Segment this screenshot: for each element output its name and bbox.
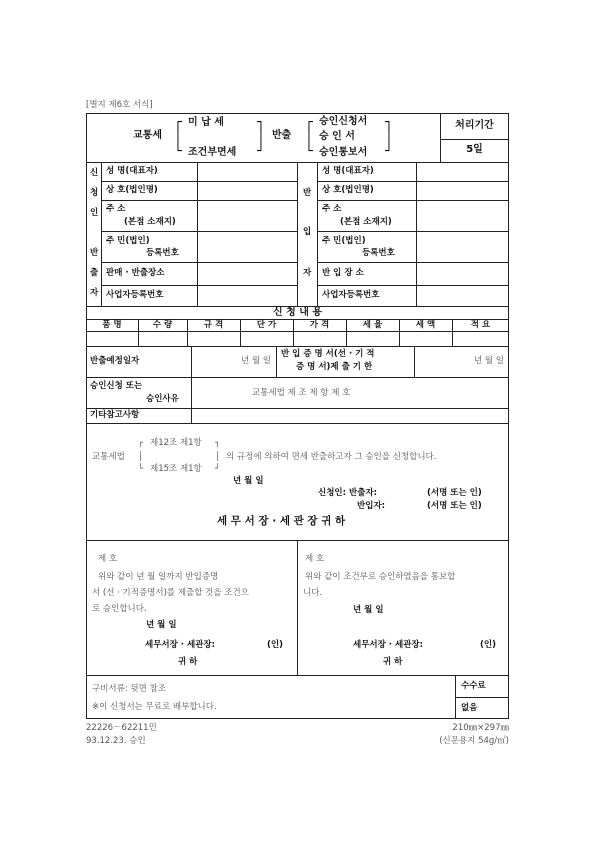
col-tax-amount: 세 액 (415, 320, 436, 330)
processing-period-value: 5일 (466, 144, 483, 155)
approval-right-seal: (인) (480, 640, 496, 650)
approval-left-official: 세무서장 · 세관장: (145, 640, 216, 650)
declaration-text: 의 규정에 의하여 면세 반출하고자 그 승인을 신청합니다. (226, 452, 437, 462)
receiver-address-sublabel: (본점 소재지) (340, 217, 392, 227)
other-label: 기타참고사항 (90, 410, 140, 420)
reason-label-line2: 승인사유 (146, 394, 179, 404)
approval-right-number: 제 호 (305, 554, 325, 564)
applicant-side-char: 자 (90, 288, 99, 298)
approval-right-date: 년 월 일 (353, 605, 384, 615)
applicant-bizno-label: 사업자등록번호 (106, 290, 164, 300)
applicant-name-label: 성 명(대표자) (106, 166, 158, 176)
applicant-side-char: 청 (90, 188, 99, 198)
receiver-side-char: 입 (303, 227, 312, 237)
approval-left-body: 서 (선 · 기적증명서)를 제출할 것을 조건으 (92, 588, 249, 598)
processing-period-label: 처리기간 (455, 120, 494, 131)
applicant-company-label: 상 호(법인명) (106, 185, 158, 195)
approval-left-body: 로 승인합니다. (92, 604, 147, 614)
details-title: 신 청 내 용 (272, 307, 323, 318)
approval-left-date: 년 월 일 (146, 620, 177, 630)
cert-deadline-date: 년 월 일 (473, 356, 504, 366)
col-remarks: 적 요 (470, 320, 491, 330)
doc-option-notice: 승인통보서 (319, 147, 368, 158)
signature-line-1: (서명 또는 인) (427, 488, 482, 498)
col-unit-price: 단 가 (256, 320, 277, 330)
declaration-addressee: 세 무 서 장 · 세 관 장 귀 하 (217, 515, 346, 527)
receiver-company-label: 상 호(법인명) (322, 185, 374, 195)
col-quantity: 수 량 (152, 320, 173, 330)
applicant-address-label: 주 소 (106, 204, 126, 214)
applicant-side-char: 신 (90, 168, 99, 178)
cert-label-line1: 반 입 증 명 서(선 · 기 적 (281, 349, 375, 359)
doc-option-application: 승인신청서 (319, 116, 368, 127)
approval-left-body: 위와 같이 년 월 일까지 반입증명 (98, 572, 219, 582)
fee-value: 없음 (461, 703, 478, 713)
tax-option-unpaid: 미 납 세 (188, 117, 224, 128)
receiver-name-label: 성 명(대표자) (322, 166, 374, 176)
approval-left-seal: (인) (267, 640, 283, 650)
header-prefix: 교통세 (133, 130, 162, 141)
declaration-prefix: 교통세법 (92, 452, 125, 462)
declaration-option-12: 제12조 제1항 (150, 438, 202, 448)
approval-right-body: 니다. (303, 588, 323, 598)
paper-size: 210㎜×297㎜ (452, 723, 509, 733)
approval-date: 93.12.23. 승인 (86, 736, 146, 746)
receiver-id-sublabel: 등록번호 (362, 248, 395, 258)
receiver-label: 반입자: (357, 501, 386, 511)
declaration-date: 년 월 일 (233, 476, 264, 486)
approval-left-number: 제 호 (98, 554, 118, 564)
applicant-side-char: 반 (90, 248, 99, 258)
col-item: 품 명 (102, 320, 122, 330)
receiver-place-label: 반 입 장 소 (322, 268, 364, 278)
applicant-address-sublabel: (본점 소재지) (124, 217, 176, 227)
reason-value: 교통세법 제 조 제 항 제 호 (252, 388, 351, 398)
required-documents: 구비서류: 뒷면 참조 (92, 684, 166, 694)
doc-option-approval: 승 인 서 (319, 131, 355, 142)
schedule-label: 반출예정일자 (90, 356, 140, 366)
receiver-address-label: 주 소 (322, 204, 342, 214)
free-distribution-note: ※이 신청서는 무료로 배부합니다. (92, 702, 217, 712)
schedule-date: 년 월 일 (240, 356, 271, 366)
receiver-side-char: 자 (303, 268, 312, 278)
col-spec: 규 격 (203, 320, 224, 330)
reason-label-line1: 승인신청 또는 (90, 381, 143, 391)
receiver-bizno-label: 사업자등록번호 (322, 290, 380, 300)
approval-right-official: 세무서장 · 세관장: (353, 640, 424, 650)
applicant-place-label: 판매 · 반출장소 (106, 268, 165, 278)
approval-left-addressee: 귀 하 (178, 657, 198, 667)
applicant-side-char: 출 (90, 268, 99, 278)
tax-option-conditional: 조건부면세 (188, 147, 237, 158)
receiver-side-char: 반 (303, 188, 312, 198)
signature-line-2: (서명 또는 인) (427, 501, 482, 511)
col-price: 가 격 (309, 320, 330, 330)
applicant-side-char: 인 (90, 208, 99, 218)
approval-right-body: 위와 같이 조건부로 승인하였음을 통보합 (305, 572, 456, 582)
header-middle: 반출 (272, 130, 292, 141)
form-code: 22226－62211민 (86, 723, 157, 733)
cert-label-line2: 증 명 서)제 출 기 한 (296, 362, 373, 372)
applicant-id-label: 주 민(법인) (106, 236, 150, 246)
paper-type: (신문용지 54g/㎡) (439, 736, 509, 746)
applicant-id-sublabel: 등록번호 (146, 248, 179, 258)
receiver-id-label: 주 민(법인) (322, 236, 366, 246)
approval-right-addressee: 귀 하 (383, 657, 403, 667)
applicant-shipper-label: 신청인: 반출자: (318, 488, 378, 498)
form-number: [별지 제6호 서식] (86, 100, 153, 110)
fee-label: 수수료 (461, 681, 486, 691)
col-tax-rate: 세 율 (362, 320, 383, 330)
declaration-option-15: 제15조 제1항 (150, 464, 202, 474)
